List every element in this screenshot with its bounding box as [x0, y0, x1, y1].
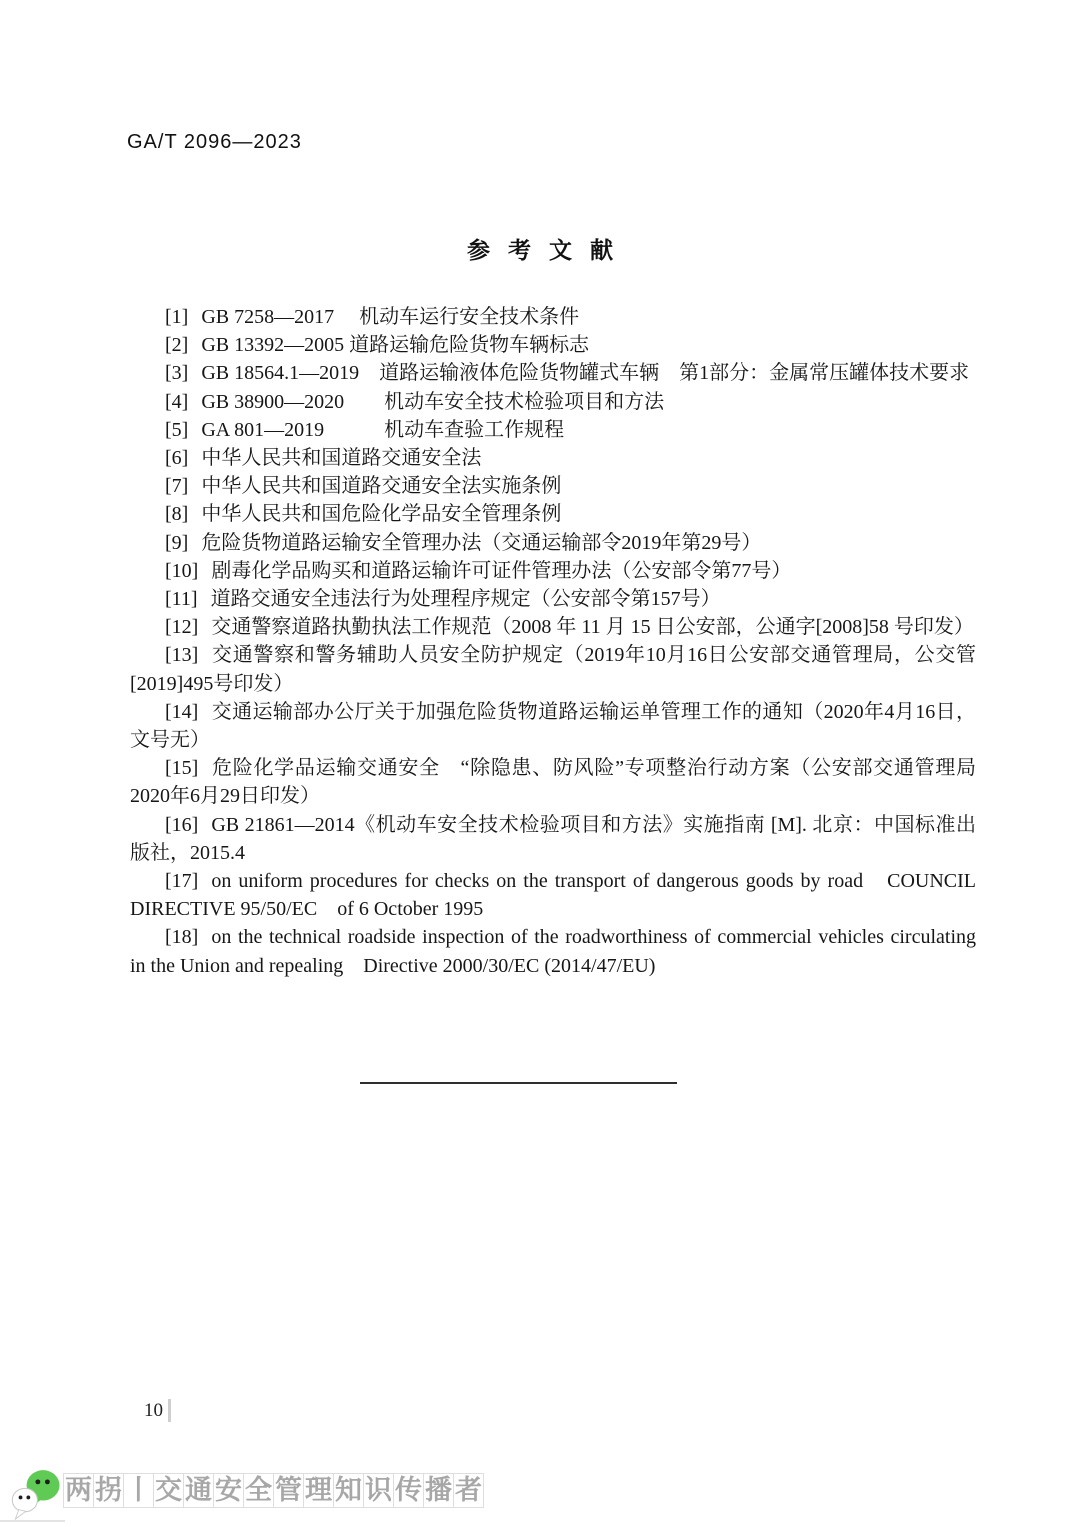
watermark-char: 通 — [183, 1473, 214, 1508]
reference-text: 道路交通安全违法行为处理程序规定（公安部令第157号） — [210, 588, 721, 611]
watermark-char: 知 — [333, 1473, 364, 1508]
reference-item — [130, 444, 976, 472]
watermark-char: 传 — [393, 1473, 424, 1508]
reference-label: [11] — [165, 588, 198, 611]
reference-label: [13] — [165, 644, 199, 667]
watermark-char: 安 — [213, 1473, 244, 1508]
watermark-text — [64, 1473, 484, 1508]
reference-text: 交通警察和警务辅助人员安全防护规定（2019年10月16日公安部交通管理局，公交管[2019]495号印发） — [130, 644, 976, 695]
watermark-char: 理 — [303, 1473, 334, 1508]
watermark-char: 管 — [273, 1473, 304, 1508]
reference-text: GB 18564.1—2019 道路运输液体危险货物罐式车辆 第1部分：金属常压罐体技术要求 — [201, 362, 970, 385]
reference-label: [8] — [165, 503, 189, 526]
wechat-icon — [11, 1467, 63, 1521]
reference-item — [130, 331, 976, 359]
reference-text: GA 801—2019 机动车查验工作规程 — [201, 418, 565, 441]
reference-label: [16] — [165, 813, 199, 836]
watermark-char: 全 — [243, 1473, 274, 1508]
reference-item — [130, 811, 976, 867]
watermark-char: 拐 — [93, 1473, 124, 1508]
page-number: 10 — [144, 1400, 163, 1421]
watermark-char: 两 — [63, 1473, 94, 1508]
reference-text: on the technical roadside inspection of the roadworthiness of commercial vehicles circulating in the Union and repealing Directive 2000/30/EC (2014/47/EU) — [130, 926, 976, 977]
reference-label: [18] — [165, 926, 199, 949]
reference-label: [14] — [165, 700, 199, 723]
reference-item — [130, 585, 976, 613]
references-list — [130, 303, 976, 980]
reference-item — [130, 359, 976, 387]
reference-item — [130, 698, 976, 754]
watermark-char: 识 — [363, 1473, 394, 1508]
reference-label: [9] — [165, 531, 189, 554]
reference-label: [5] — [165, 418, 189, 441]
section-divider-line — [360, 1082, 677, 1084]
reference-label: [17] — [165, 870, 199, 893]
reference-text: GB 7258—2017 机动车运行安全技术条件 — [201, 306, 580, 328]
reference-label: [15] — [165, 757, 199, 780]
page-title: 参考文献 — [467, 238, 631, 263]
reference-item — [130, 641, 976, 697]
reference-text: 危险货物道路运输安全管理办法（交通运输部令2019年第29号） — [201, 531, 762, 554]
reference-text: GB 21861—2014《机动车安全技术检验项目和方法》实施指南 [M]. 北京：中国标准出版社，2015.4 — [130, 813, 976, 864]
reference-text: 危险化学品运输交通安全 “除隐患、防风险”专项整治行动方案（公安部交通管理局2020年6月29日印发） — [130, 757, 976, 808]
reference-text: GB 38900—2020 机动车安全技术检验项目和方法 — [201, 390, 665, 413]
watermark-char: 交 — [153, 1473, 184, 1508]
reference-item — [130, 472, 976, 500]
reference-item — [130, 867, 976, 923]
reference-label: [6] — [165, 447, 189, 470]
reference-label: [12] — [165, 616, 199, 639]
reference-label: [3] — [165, 362, 189, 385]
watermark-underline — [0, 1520, 65, 1522]
reference-item — [130, 529, 976, 557]
reference-item — [130, 388, 976, 416]
reference-text: 交通警察道路执勤执法工作规范（2008 年 11 月 15 日公安部，公通字[2008]58 号印发） — [211, 616, 974, 639]
reference-label: [1] — [165, 306, 189, 328]
watermark-char: 者 — [453, 1473, 484, 1508]
reference-text: GB 13392—2005 道路运输危险货物车辆标志 — [201, 334, 590, 357]
reference-label: [2] — [165, 334, 189, 357]
reference-label: [4] — [165, 390, 189, 413]
reference-item — [130, 557, 976, 585]
reference-text: 中华人民共和国危险化学品安全管理条例 — [201, 503, 562, 526]
reference-item — [130, 500, 976, 528]
reference-text: on uniform procedures for checks on the transport of dangerous goods by road COUNCIL DIRECTIVE 95/50/EC of 6 October 1995 — [130, 870, 976, 921]
watermark-char: 丨 — [123, 1473, 154, 1508]
standard-code-header: GA/T 2096—2023 — [127, 131, 302, 153]
reference-label: [10] — [165, 559, 199, 582]
reference-label: [7] — [165, 475, 189, 498]
watermark-bar — [0, 1465, 1080, 1527]
reference-item — [130, 923, 976, 979]
watermark-char: 播 — [423, 1473, 454, 1508]
reference-item — [130, 613, 976, 641]
reference-item — [130, 754, 976, 810]
reference-text: 交通运输部办公厅关于加强危险货物道路运输运单管理工作的通知（2020年4月16日，文号无） — [130, 700, 976, 752]
reference-text: 中华人民共和国道路交通安全法 — [201, 447, 482, 470]
reference-item — [130, 303, 976, 331]
reference-item — [130, 416, 976, 444]
reference-text: 剧毒化学品购买和道路运输许可证件管理办法（公安部令第77号） — [211, 559, 792, 582]
reference-text: 中华人民共和国道路交通安全法实施条例 — [201, 475, 562, 498]
page-number-margin-mark — [168, 1399, 171, 1422]
